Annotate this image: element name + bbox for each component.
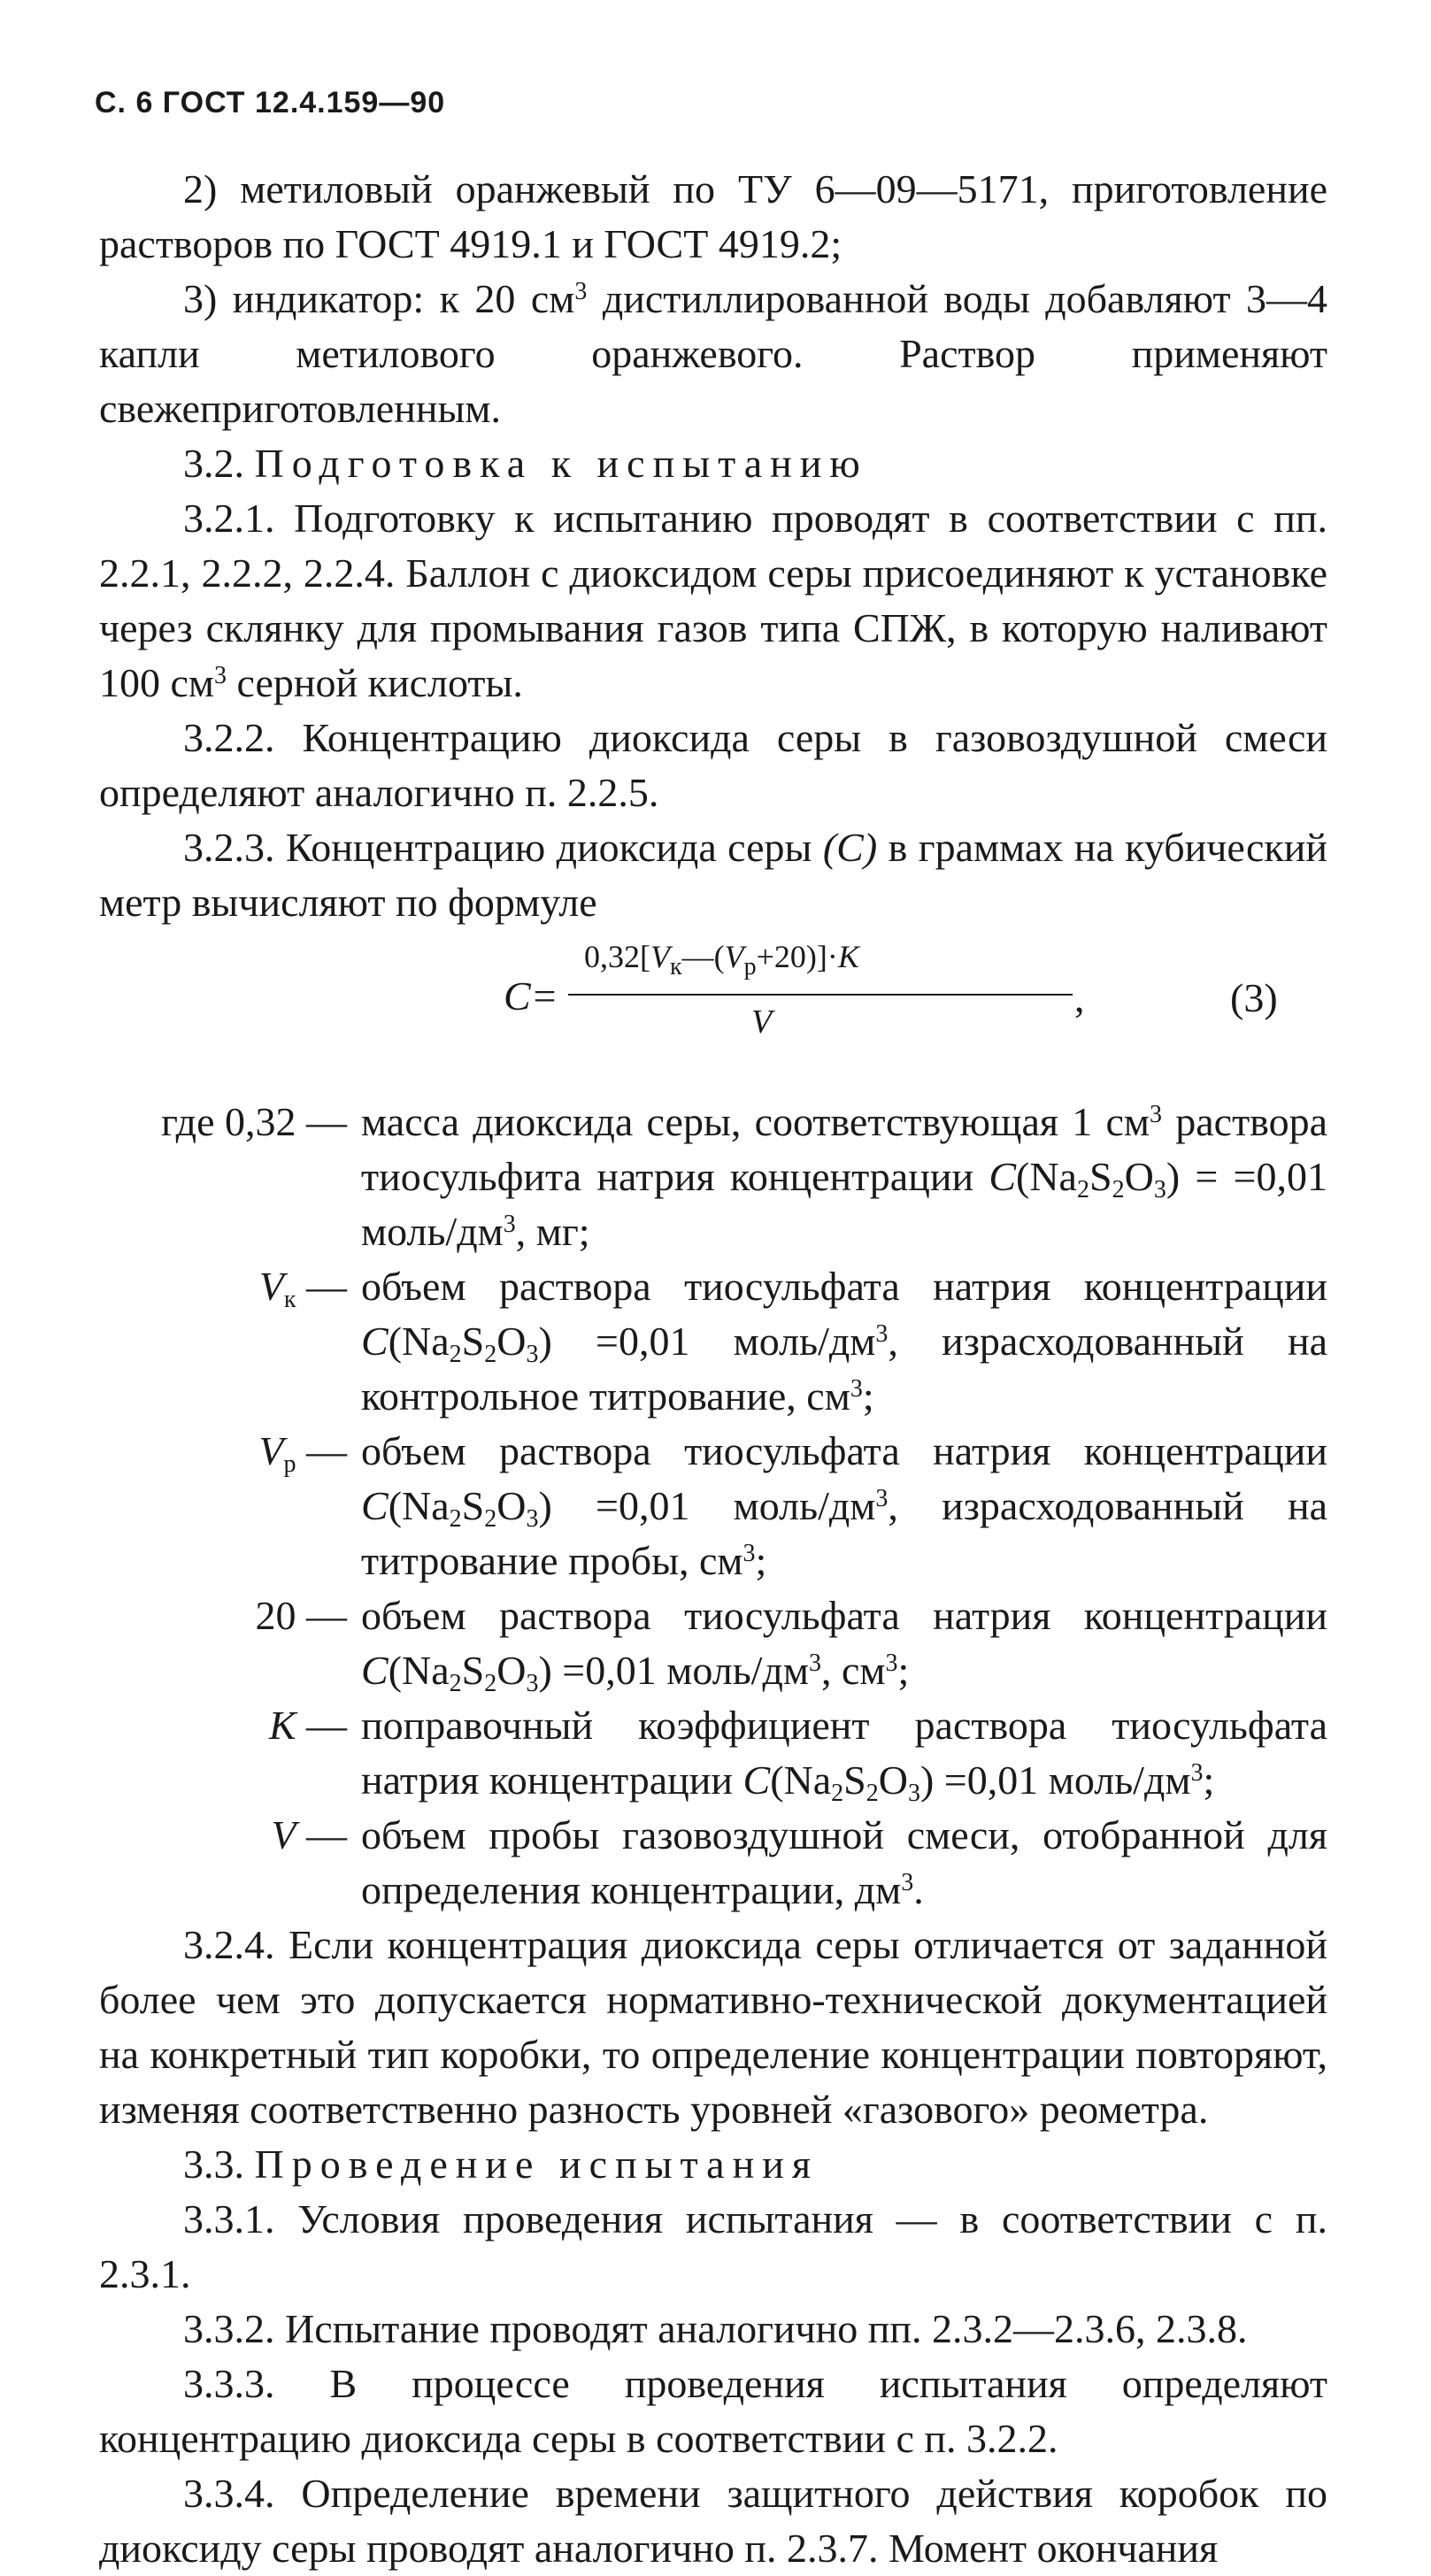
section-3-3-heading: 3.3. Проведение испытания — [183, 2142, 819, 2187]
definition-row: $V_р$ — объем раствора тиосульфата натрия концентрации $C(Na_2S_2O_3) =0,01$ моль/$дм^3$, израсходованный на титрование пробы, $см^3$; — [258, 1428, 1327, 1583]
document-body — [99, 162, 1327, 2576]
paragraph-3-3-1: 3.3.1. Условия проведения испытания — в соответствии с п. 2.3.1. — [99, 2196, 1327, 2296]
definition-row: 20 — объем раствора тиосульфата натрия концентрации $C(Na_2S_2O_3) =0,01$ моль/$дм^3$, $см^3$; — [255, 1593, 1327, 1697]
paragraph-3-3-2: 3.3.2. Испытание проводят аналогично пп. 2.3.2—2.3.6, 2.3.8. — [183, 2306, 1248, 2351]
formula-numerator: $0,32[V_к—(V_р+20)]\cdot K$ — [584, 939, 859, 980]
paragraph-3-2-2: 3.2.2. Концентрацию диоксида серы в газовоздушной смеси определяют аналогично п. 2.2.5. — [99, 715, 1327, 815]
paragraph-3: 3) индикатор: к 20 $см^3$ дистиллированной воды добавляют 3—4 капли метилового оранжевого. Раствор применяют свежеприготовленным. — [99, 276, 1327, 431]
page-header: С. 6 ГОСТ 12.4.159—90 — [95, 86, 446, 119]
paragraph-3-2-3: 3.2.3. Концентрацию диоксида серы (C) в граммах на кубический метр вычисляют по формуле — [99, 825, 1327, 925]
paragraph-2: 2) метиловый оранжевый по ТУ 6—09—5171, приготовление растворов по ГОСТ 4919.1 и ГОСТ 4919.2; — [99, 166, 1327, 266]
formula-denominator: V — [751, 1003, 773, 1041]
formula-number: (3) — [1230, 975, 1278, 1020]
formula-3 — [99, 935, 1327, 1068]
paragraph-3-2-4: 3.2.4. Если концентрация диоксида серы отличается от заданной более чем это допускается нормативно-технической документацией на конкретный тип коробки, то определение концентрации повторяют, изменяя соответственно разность уровней «газового» реометра. — [99, 1922, 1327, 2132]
variable-definitions — [99, 1095, 1327, 1918]
definition-row: V — объем пробы газовоздушной смеси, отобранной для определения концентрации, $дм^3$. — [271, 1812, 1327, 1912]
formula-lhs: C= — [504, 973, 558, 1019]
definition-row: K — поправочный коэффициент раствора тиосульфата натрия концентрации $C(Na_2S_2O_3) =0,01$ моль/$дм^3$; — [268, 1703, 1327, 1807]
definition-row: где 0,32 — масса диоксида серы, соответствующая 1 $см^3$ раствора тиосульфита натрия концентрации $C(Na_2S_2O_3) = =0,01$ моль/$дм^3$, мг; — [161, 1099, 1328, 1254]
formula-comma: , — [1074, 975, 1085, 1020]
definition-row: $V_к$ — объем раствора тиосульфата натрия концентрации $C(Na_2S_2O_3) =0,01$ моль/$дм^3$, израсходованный на контрольное титрование, $см^3$; — [258, 1264, 1327, 1419]
section-3-2-heading: 3.2. Подготовка к испытанию — [183, 441, 868, 486]
paragraph-3-3-3: 3.3.3. В процессе проведения испытания определяют концентрацию диоксида серы в соответствии с п. 3.2.2. — [99, 2361, 1327, 2461]
paragraph-3-2-1: 3.2.1. Подготовку к испытанию проводят в соответствии с пп. 2.2.1, 2.2.2, 2.2.4. Баллон с диоксидом серы присоединяют к установке через склянку для промывания газов типа СПЖ, в которую наливают 100 $см^3$ серной кислоты. — [99, 496, 1327, 705]
paragraph-3-3-4: 3.3.4. Определение времени защитного действия коробок по диоксиду серы проводят аналогично п. 2.3.7. Момент окончания — [99, 2471, 1327, 2571]
fraction-bar — [568, 994, 1073, 996]
